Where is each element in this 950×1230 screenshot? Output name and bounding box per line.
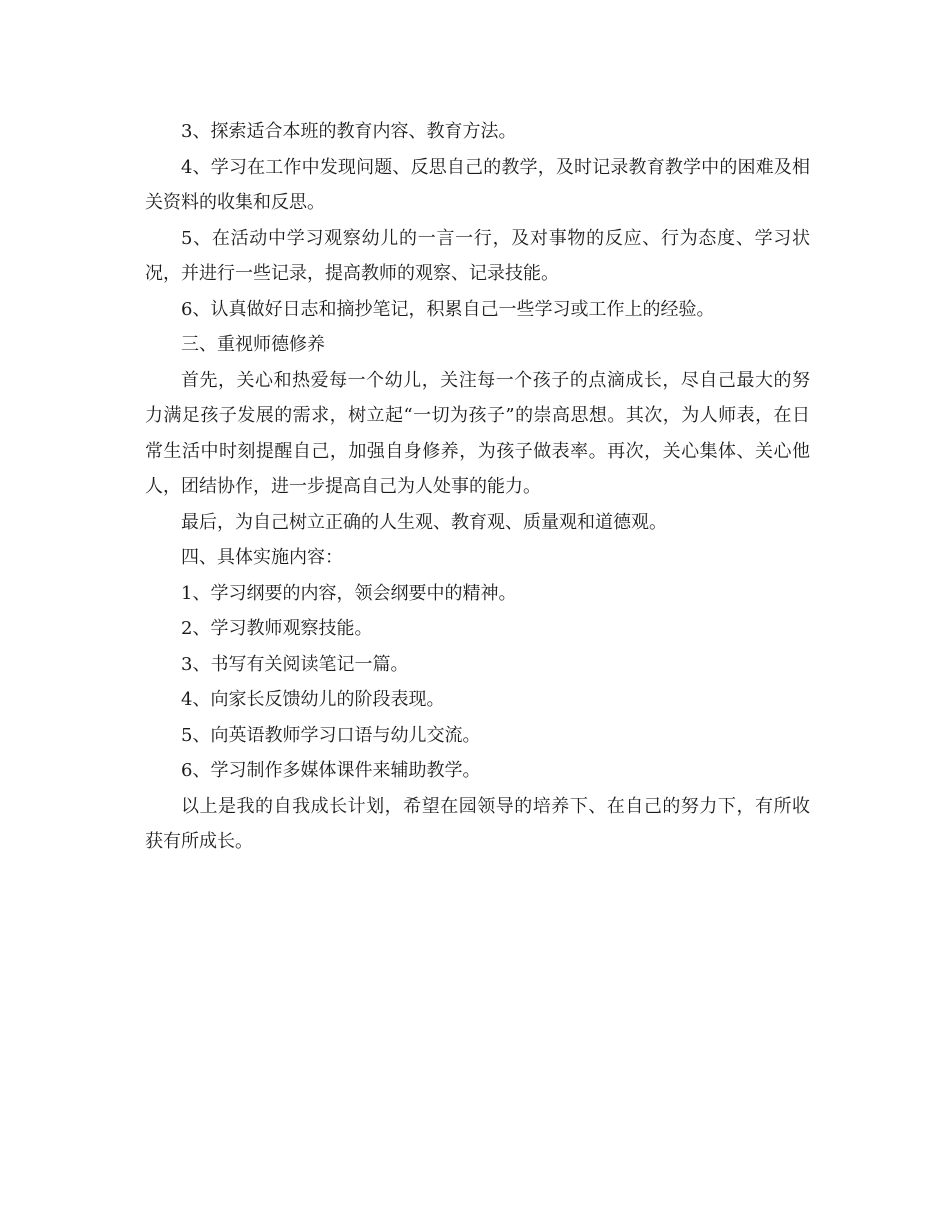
- paragraph-reflect-teaching: 4、学习在工作中发现问题、反思自己的教学，及时记录教育教学中的困难及相关资料的收集和反思。: [145, 156, 810, 213]
- paragraph-conclusion: 以上是我的自我成长计划，希望在园领导的培养下、在自己的努力下，有所收获有所成长。: [145, 795, 810, 852]
- list-item-parent-feedback: 4、向家长反馈幼儿的阶段表现。: [181, 689, 445, 710]
- paragraph-ethics-body: 首先，关心和热爱每一个幼儿，关注每一个孩子的点滴成长，尽自己最大的努力满足孩子发展的需求，树立起“一切为孩子”的崇高思想。其次，为人师表，在日常生活中时刻提醒自己，加强自身修养，为孩子做表率。再次，关心集体、关心他人，团结协作，进一步提高自己为人处事的能力。: [145, 369, 810, 497]
- list-item-reading-notes: 3、书写有关阅读笔记一篇。: [181, 653, 409, 675]
- paragraph-explore-content: 3、探索适合本班的教育内容、教育方法。: [181, 121, 517, 142]
- paragraph-observe-children: 5、在活动中学习观察幼儿的一言一行，及对事物的反应、行为态度、学习状况，并进行一些记录，提高教师的观察、记录技能。: [145, 227, 810, 284]
- list-item-multimedia: 6、学习制作多媒体课件来辅助教学。: [181, 760, 481, 781]
- section-heading-implementation: 四、具体实施内容：: [181, 547, 343, 568]
- document-body: [145, 114, 810, 860]
- list-item-english-teacher: 5、向英语教师学习口语与幼儿交流。: [181, 724, 481, 746]
- list-item-study-outline: 1、学习纲要的内容，领会纲要中的精神。: [181, 582, 517, 604]
- paragraph-journal-notes: 6、认真做好日志和摘抄笔记，积累自己一些学习或工作上的经验。: [181, 298, 715, 320]
- paragraph-values: 最后，为自己树立正确的人生观、教育观、质量观和道德观。: [181, 511, 667, 533]
- section-heading-ethics: 三、重视师德修养: [181, 334, 325, 355]
- list-item-observation-skills: 2、学习教师观察技能。: [181, 618, 373, 639]
